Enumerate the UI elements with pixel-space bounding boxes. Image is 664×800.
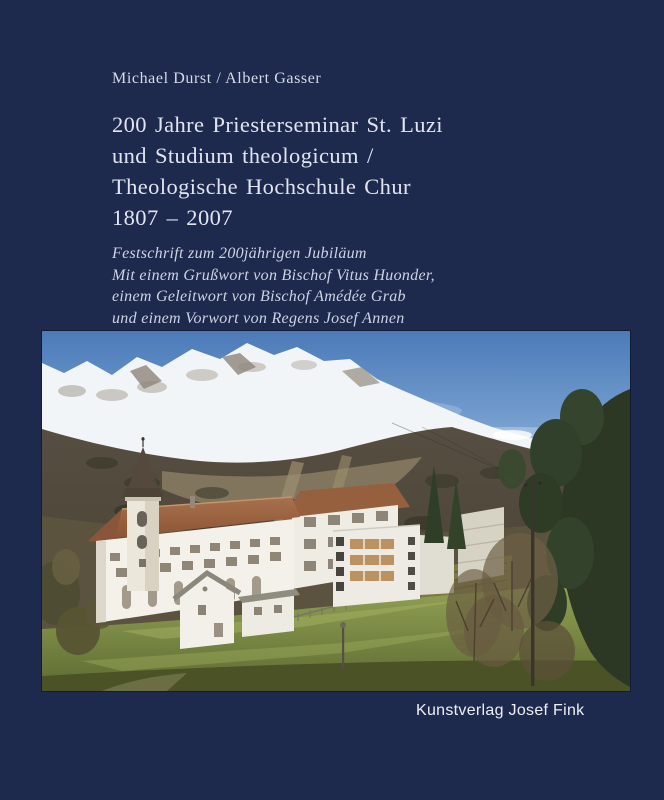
- subtitle-line-2: Mit einem Grußwort von Bischof Vitus Huonder,: [112, 266, 435, 284]
- publisher-name: Kunstverlag Josef Fink: [416, 702, 585, 719]
- title-line-3: Theologische Hochschule Chur: [112, 174, 411, 199]
- street-lamp: [342, 627, 344, 669]
- title-line-1: 200 Jahre Priesterseminar St. Luzi: [112, 112, 443, 137]
- cover-photo: [42, 331, 630, 691]
- subtitle-line-3: einem Geleitwort von Bischof Amédée Grab: [112, 288, 406, 305]
- subtitle-line-1: Festschrift zum 200jährigen Jubiläum: [112, 245, 367, 262]
- subtitle-line-4: und einem Vorwort von Regens Josef Annen: [112, 309, 405, 327]
- book-subtitle: [112, 243, 435, 329]
- title-line-years: 1807 – 2007: [112, 205, 233, 230]
- book-title: [112, 109, 443, 233]
- seminary-landscape-illustration: [42, 331, 630, 691]
- title-line-2: und Studium theologicum /: [112, 143, 374, 168]
- author-line: Michael Durst / Albert Gasser: [112, 70, 322, 87]
